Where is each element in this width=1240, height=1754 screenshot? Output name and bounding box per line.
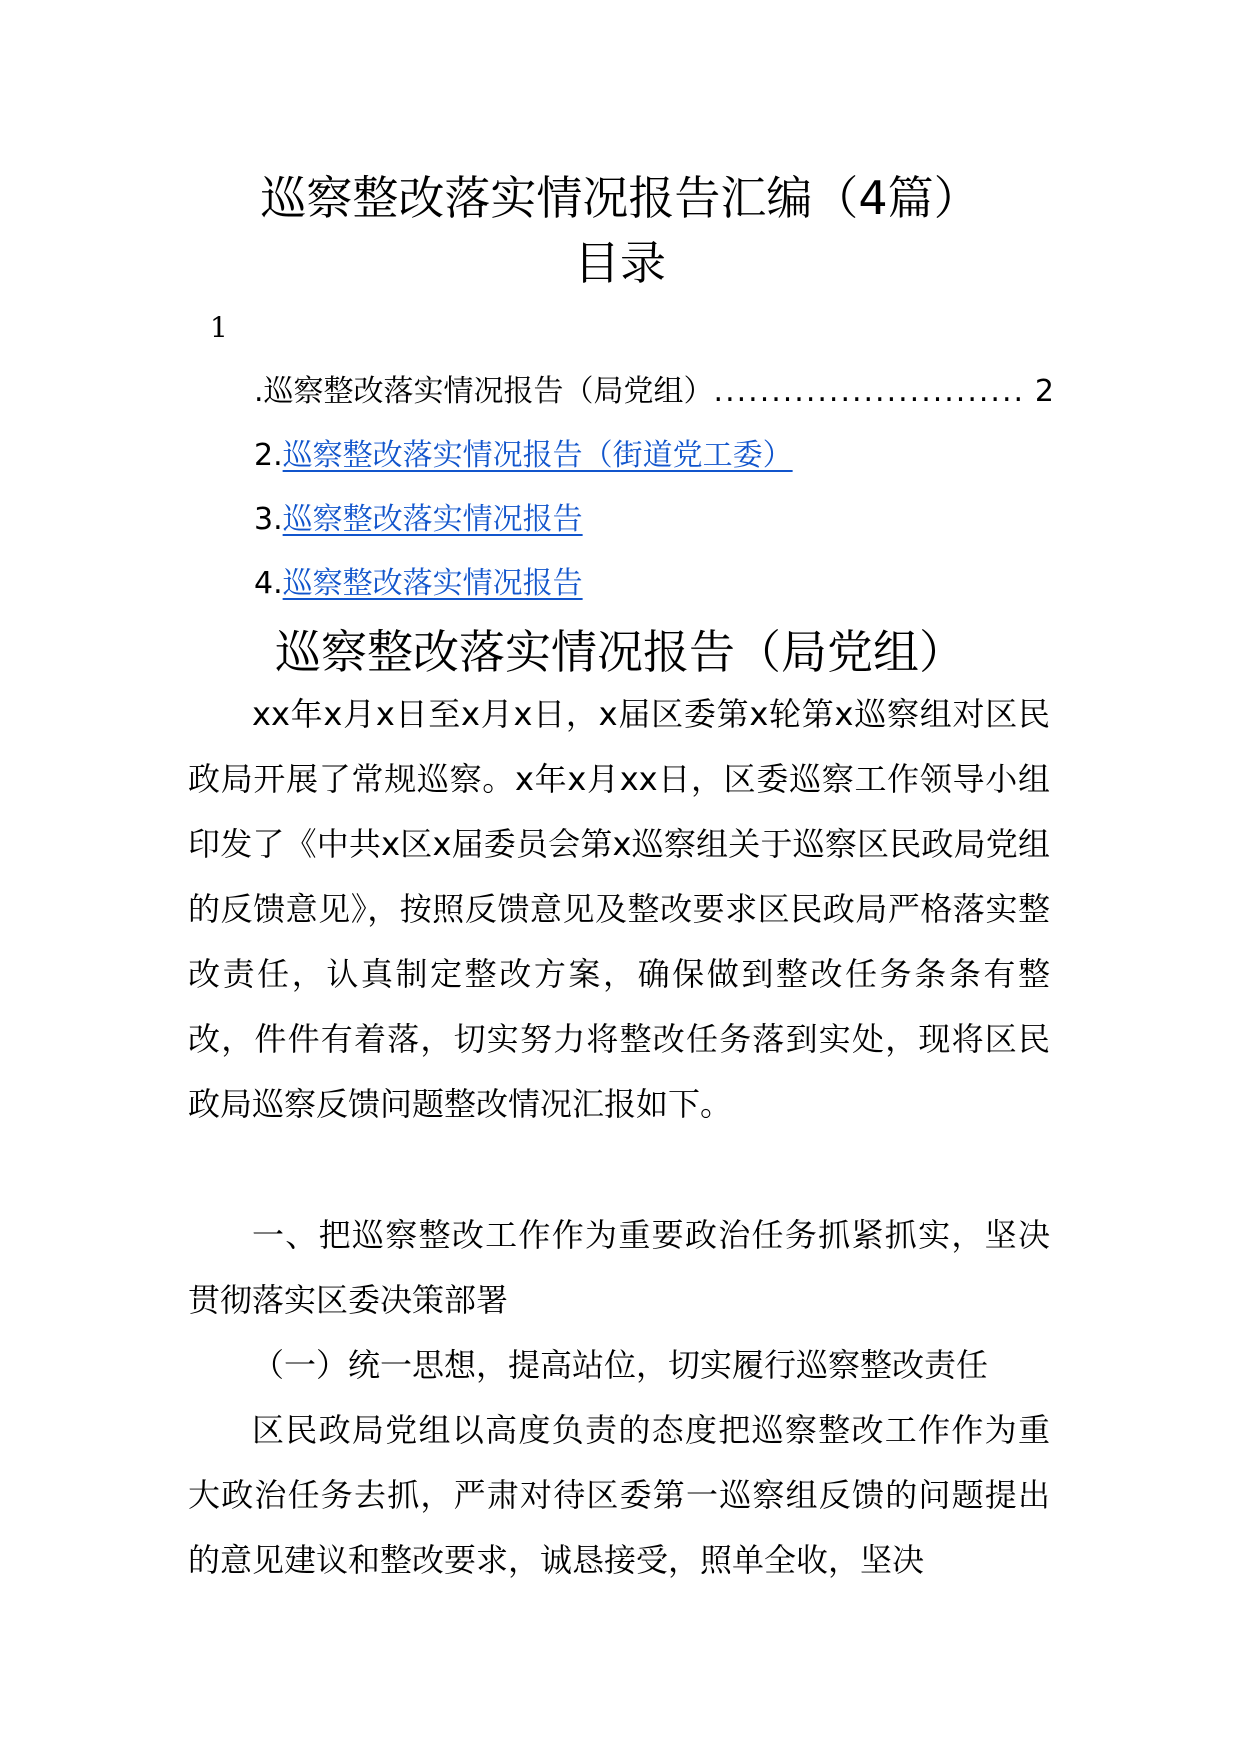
toc-item-1[interactable]: [254, 370, 1054, 414]
toc-item-number: 4.: [254, 566, 283, 601]
toc-page-marker: 1: [210, 311, 228, 344]
toc-item-number: 3.: [254, 502, 283, 537]
intro-paragraph: xx年x月x日至x月x日，x届区委第x轮第x巡察组对区民政局开展了常规巡察。x年x月xx日，区委巡察工作领导小组印发了《中共x区x届委员会第x巡察组关于巡察区民政局党组的反馈意见》，按照反馈意见及整改要求区民政局严格落实整改责任，认真制定整改方案，确保做到整改任务条条有整改，件件有着落，切实努力将整改任务落到实处，现将区民政局巡察反馈问题整改情况汇报如下。: [188, 695, 1050, 1123]
toc-item-3: [254, 498, 583, 542]
toc-item-2: [254, 434, 793, 478]
section-title: 巡察整改落实情况报告（局党组）: [275, 625, 965, 679]
toc-link-2[interactable]: 巡察整改落实情况报告（街道党工委）: [282, 438, 793, 473]
document-title: 巡察整改落实情况报告汇编（4篇）: [260, 171, 980, 225]
body-paragraph: 区民政局党组以高度负责的态度把巡察整改工作作为重大政治任务去抓，严肃对待区委第一巡察组反馈的问题提出的意见建议和整改要求，诚恳接受，照单全收，坚决: [188, 1411, 1050, 1579]
toc-leader-dots: ...........................: [713, 374, 1026, 409]
toc-item-4: [254, 562, 583, 606]
toc-item-number: 2.: [254, 438, 283, 473]
subsection-heading-1: （一）统一思想，提高站位，切实履行巡察整改责任: [252, 1346, 989, 1384]
toc-link-4[interactable]: 巡察整改落实情况报告: [282, 566, 583, 601]
toc-link-3[interactable]: 巡察整改落实情况报告: [282, 502, 583, 537]
toc-page-number: 2: [1034, 374, 1054, 409]
section-heading-1: 一、把巡察整改工作作为重要政治任务抓紧抓实，坚决贯彻落实区委决策部署: [188, 1216, 1050, 1319]
toc-heading: 目录: [574, 236, 666, 290]
toc-item-text: .巡察整改落实情况报告（局党组）: [254, 374, 714, 409]
